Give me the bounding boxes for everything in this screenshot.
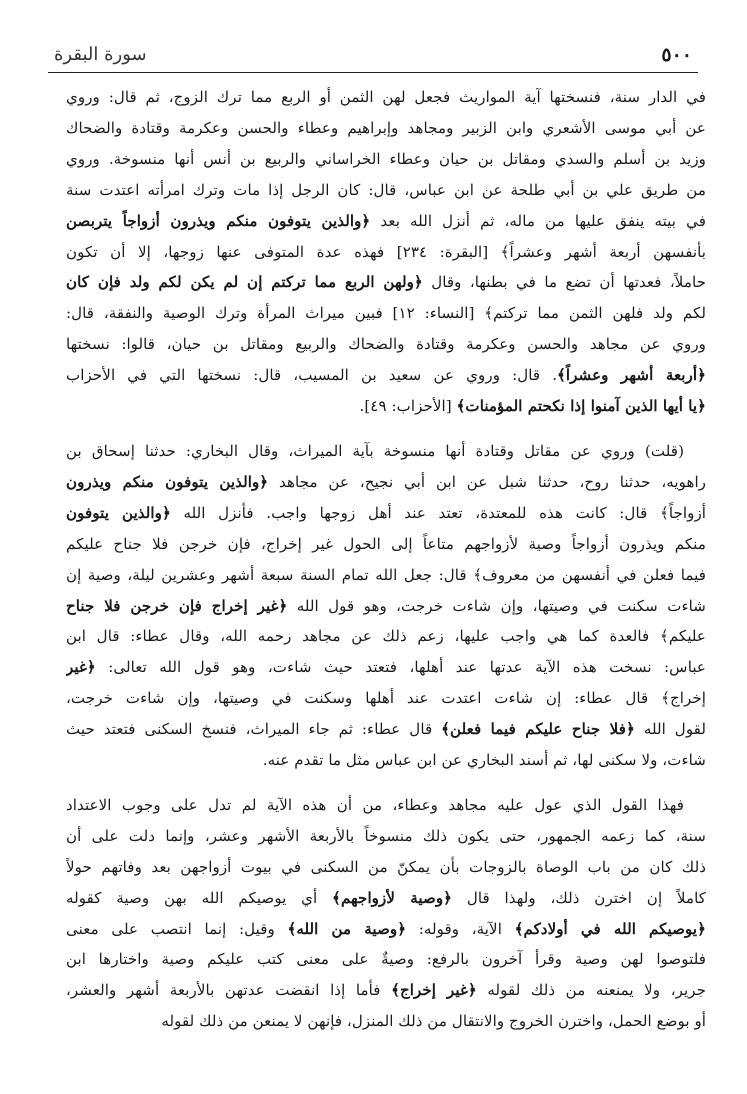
quran-quote: ﴿ولهن الربع مما تركتم إن لم يكن لكم ولد فإن كان (66, 273, 423, 292)
header-divider (48, 72, 698, 73)
page-number: ٥٠٠ (661, 44, 692, 66)
text-line: عليكم﴾ فالعدة كما هي واجب عليها، زعم ذلك عن مجاهد رحمه الله، وقال عطاء: قال ابن (66, 627, 706, 646)
quran-quote: ﴿غير (66, 658, 96, 677)
quran-quote: ﴿غير إخراج فإن خرجن فلا جناح (66, 596, 288, 615)
text-line: ﴿يوصيكم الله في أولادكم﴾ الآية، وقوله: ﴿وصية من الله﴾ وقيل: إنما انتصب على معنى (66, 919, 706, 938)
text-line: ﴿يا أيها الذين آمنوا إذا نكحتم المؤمنات﴾ [الأحزاب: ٤٩]. (359, 397, 706, 416)
text-line: من طريق علي بن أبي طلحة عن ابن عباس، قال: كان الرجل إذا مات وترك امرأته اعتدت سنة (66, 180, 706, 199)
text-line: جرير، ولا يمنعنه من ذلك لقوله ﴿غير إخراج﴾ فأما إذا انقضت عدتهن بالأربعة أشهر والعشر، (66, 981, 706, 1000)
quran-quote: ﴿وصية من الله﴾ (287, 919, 407, 938)
text-line: فلتوصوا لهن وصية وقرأ آخرون بالرفع: وصيةٌ على معنى كتب عليكم وصية واختارها ابن (66, 950, 706, 969)
paragraph-2 (66, 436, 706, 776)
text-line: منكم ويذرون أزواجاً وصية لأزواجهم متاعاً إلى الحول غير إخراج، فإن خرجن فلا جناح عليكم (66, 534, 706, 553)
text-line: وزيد بن أسلم والسدي ومقاتل بن حيان وعطاء الخراساني والربيع بن أنس أنها منسوخة. وروي (66, 149, 706, 168)
text-line: فهذا القول الذي عول عليه مجاهد وعطاء، من أن هذه الآية لم تدل على وجوب الاعتداد (66, 795, 684, 814)
surah-name: سورة البقرة (54, 44, 147, 65)
quran-quote: ﴿وصية لأزواجهم﴾ (332, 888, 453, 907)
quran-quote: ﴿يوصيكم الله في أولادكم﴾ (514, 919, 706, 938)
text-line: ﴿أربعة أشهر وعشراً﴾. قال: وروي عن سعيد بن المسيب، قال: نسختها التي في الأحزاب (66, 366, 706, 385)
quran-quote: ﴿غير إخراج﴾ (391, 981, 477, 1000)
text-line: أزواجاً﴾ قال: كانت هذه للمعتدة، تعتد عند أهل زوجها واجب. فأنزل الله ﴿والذين يتوفون (66, 503, 706, 522)
paragraph-1 (66, 82, 706, 422)
text-line: أو بوضع الحمل، واخترن الخروج والانتقال من ذلك المنزل، فإنهن لا يمنعن من ذلك لقوله (161, 1012, 706, 1031)
text-line: عن أبي موسى الأشعري وابن الزبير ومجاهد وإبراهيم وعطاء والحسن وعكرمة وقتادة والضحاك (66, 118, 706, 137)
quran-quote: ﴿أربعة أشهر وعشراً﴾ (557, 366, 706, 385)
body-text (66, 82, 706, 1037)
quran-quote: ﴿والذين يتوفون (66, 503, 171, 522)
text-line: راهويه، حدثنا روح، حدثنا شبل عن ابن أبي نجيح، عن مجاهد ﴿والذين يتوفون منكم ويذرون (66, 472, 706, 491)
quran-quote: ﴿فلا جناح عليكم فيما فعلن﴾ (441, 720, 635, 739)
text-line: لقول الله ﴿فلا جناح عليكم فيما فعلن﴾ قال عطاء: ثم جاء الميراث، فنسخ السكنى فتعتد حيث (66, 720, 706, 739)
text-line: شاءت سكنت في وصيتها، وإن شاءت خرجت، وهو قول الله ﴿غير إخراج فإن خرجن فلا جناح (66, 596, 706, 615)
text-line: في بيته ينفق عليها من ماله، ثم أنزل الله بعد ﴿والذين يتوفون منكم ويذرون أزواجاً يتربصن (66, 211, 706, 230)
page-header (48, 40, 698, 70)
text-line: وروي عن مجاهد والحسن وعكرمة وقتادة والضحاك والربيع ومقاتل بن حيان، قالوا: نسختها (66, 335, 706, 354)
text-line: إخراج﴾ قال عطاء: إن شاءت اعتدت عند أهلها وسكنت في وصيتها، وإن شاءت خرجت، (66, 689, 706, 708)
quran-quote: ﴿والذين يتوفون منكم ويذرون (66, 472, 269, 491)
text-line: ذلك كان من باب الوصاة بالزوجات بأن يمكنّ من السكنى في بيوت أزواجهن بعد وفاتهم حولاً (66, 857, 706, 876)
text-line: في الدار سنة، فنسختها آية المواريث فجعل لهن الثمن أو الربع مما ترك الزوج، ثم قال: وروي (66, 88, 706, 106)
text-line: لكم ولد فلهن الثمن مما تركتم﴾ [النساء: ١٢] فبين ميراث المرأة وترك الوصية والنفقة، قال: (66, 304, 706, 323)
paragraph-3 (66, 790, 706, 1037)
text-line: شاءت، ولا سكنى لها، ثم أسند البخاري عن ابن عباس مثل ما تقدم عنه. (262, 751, 706, 770)
text-line: (قلت) وروي عن مقاتل وقتادة أنها منسوخة بآية الميراث، وقال البخاري: حدثنا إسحاق بن (66, 441, 684, 460)
quran-quote: ﴿والذين يتوفون منكم ويذرون أزواجاً يتربصن (66, 211, 371, 230)
text-line: حاملاً، فعدتها أن تضع ما في بطنها، وقال ﴿ولهن الربع مما تركتم إن لم يكن لكم ولد فإن كان (66, 273, 706, 292)
text-line: عباس: نسخت هذه الآية عدتها عند أهلها، فتعتد حيث شاءت، وهو قول الله تعالى: ﴿غير (66, 658, 706, 677)
text-line: فيما فعلن في أنفسهن من معروف﴾ قال: جعل الله تمام السنة سبعة أشهر وعشرين ليلة، وصية إن (66, 565, 706, 584)
quran-quote: ﴿يا أيها الذين آمنوا إذا نكحتم المؤمنات﴾ (456, 397, 706, 416)
text-line: بأنفسهن أربعة أشهر وعشراً﴾ [البقرة: ٢٣٤] فهذه عدة المتوفى عنها زوجها، إلا أن تكون (66, 242, 706, 261)
text-line: سنة، كما زعمه الجمهور، حتى يكون ذلك منسوخاً بالأربعة الأشهر وعشر، وإنما دلت على أن (66, 826, 706, 845)
text-line: كاملاً إن اخترن ذلك، ولهذا قال ﴿وصية لأزواجهم﴾ أي يوصيكم الله بهن وصية كقوله (66, 888, 706, 907)
